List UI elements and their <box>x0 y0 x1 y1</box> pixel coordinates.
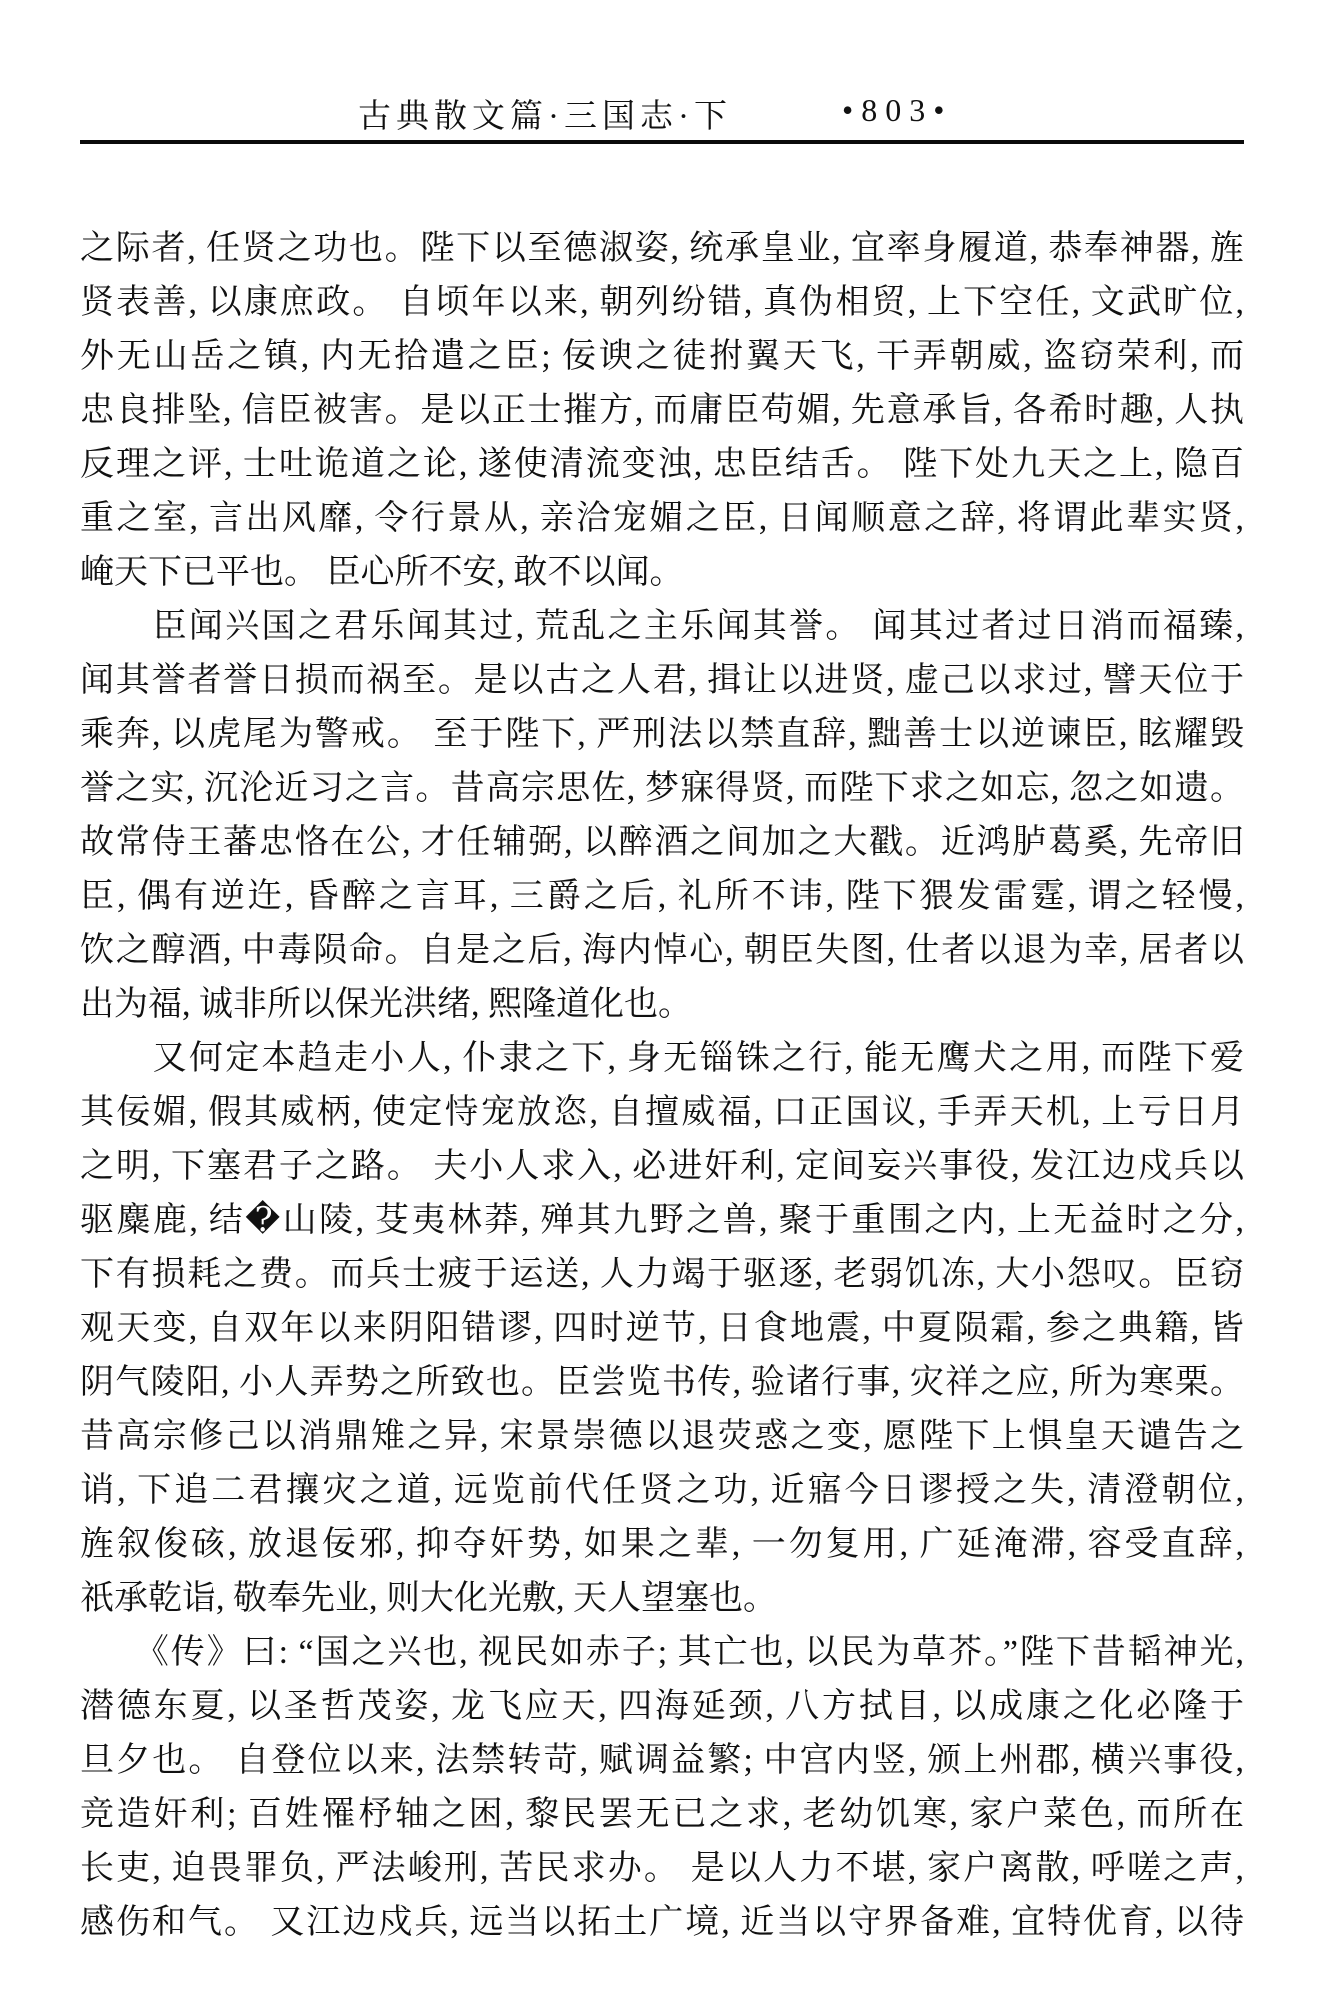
text-line: 昔高宗修己以消鼎雉之异, 宋景崇德以退荧惑之变, 愿陛下上惧皇天谴告之 <box>80 1418 1244 1455</box>
text-line: 长吏, 迫畏罪负, 严法峻刑, 苦民求办。 是以人力不堪, 家户离散, 呼嗟之声, <box>80 1850 1244 1887</box>
paragraph-3 <box>80 1032 1244 1626</box>
header-rule <box>80 140 1244 144</box>
text-line: 外无山岳之镇, 内无拾遣之臣; 佞谀之徒拊翼天飞, 干弄朝威, 盗窃荣利, 而 <box>80 338 1244 375</box>
text-line: 之际者, 任贤之功也。陛下以至德淑姿, 统承皇业, 宜率身履道, 恭奉神器, 旌 <box>80 230 1244 267</box>
text-line: 乘奔, 以虎尾为警戒。 至于陛下, 严刑法以禁直辞, 黜善士以逆谏臣, 眩耀毁 <box>80 716 1244 753</box>
text-line: 竞造奸利; 百姓罹杼轴之困, 黎民罢无已之求, 老幼饥寒, 家户菜色, 而所在 <box>80 1796 1244 1833</box>
text-line: 忠良排坠, 信臣被害。是以正士摧方, 而庸臣苟媚, 先意承旨, 各希时趣, 人执 <box>80 392 1244 429</box>
text-line: 贤表善, 以康庶政。 自顷年以来, 朝列纷错, 真伪相贸, 上下空任, 文武旷位, <box>80 284 1244 321</box>
paragraph-4 <box>80 1626 1244 1950</box>
text-line: 出为福, 诚非所以保光洪绪, 熙隆道化也。 <box>80 986 692 1023</box>
text-line: 崦天下已平也。 臣心所不安, 敢不以闻。 <box>80 554 684 591</box>
text-line: 感伤和气。 又江边戍兵, 远当以拓土广境, 近当以守界备难, 宜特优育, 以待 <box>80 1904 1244 1941</box>
text-line: 祇承乾诣, 敬奉先业, 则大化光敷, 天人望塞也。 <box>80 1580 777 1617</box>
text-line: 诮, 下追二君攘灾之道, 远览前代任贤之功, 近寤今日谬授之失, 清澄朝位, <box>80 1472 1244 1509</box>
paragraph-2 <box>80 600 1244 1032</box>
text-line: 故常侍王蕃忠恪在公, 才任辅弼, 以醉酒之间加之大戳。近鸿胪葛奚, 先帝旧 <box>80 824 1244 861</box>
text-line: 旦夕也。 自登位以来, 法禁转苛, 赋调益繁; 中宫内竖, 颁上州郡, 横兴事役, <box>80 1742 1244 1779</box>
text-line: 潜德东夏, 以圣哲茂姿, 龙飞应天, 四海延颈, 八方拭目, 以成康之化必隆于 <box>80 1688 1244 1725</box>
text-line: 闻其誉者誉日损而祸至。是以古之人君, 揖让以进贤, 虚己以求过, 譬天位于 <box>80 662 1244 699</box>
text-line: 反理之评, 士吐诡道之论, 遂使清流变浊, 忠臣结舌。 陛下处九天之上, 隐百 <box>80 446 1244 483</box>
text-line: 其佞媚, 假其威柄, 使定恃宠放恣, 自擅威福, 口正国议, 手弄天机, 上亏日月 <box>80 1094 1244 1131</box>
page-header <box>80 90 1244 140</box>
text-line: 之明, 下塞君子之路。 夫小人求入, 必进奸利, 定间妄兴事役, 发江边戍兵以 <box>80 1148 1244 1185</box>
text-line: 观天变, 自双年以来阴阳错谬, 四时逆节, 日食地震, 中夏陨霜, 参之典籍, 皆 <box>80 1310 1244 1347</box>
text-line: 臣, 偶有逆迕, 昏醉之言耳, 三爵之后, 礼所不讳, 陛下猥发雷霆, 谓之轻慢, <box>80 878 1244 915</box>
text-line: 下有损耗之费。而兵士疲于运送, 人力竭于驱逐, 老弱饥冻, 大小怨叹。臣窃 <box>80 1256 1244 1293</box>
text-line: 又何定本趋走小人, 仆隶之下, 身无锱铢之行, 能无鹰犬之用, 而陛下爱 <box>80 1040 1244 1077</box>
text-line: 重之室, 言出风靡, 令行景从, 亲洽宠媚之臣, 日闻顺意之辞, 将谓此辈实贤, <box>80 500 1244 537</box>
text-line: 《传》曰: “国之兴也, 视民如赤子; 其亡也, 以民为草芥。”陛下昔韬神光, <box>80 1634 1244 1671</box>
running-title: 古典散文篇·三国志·下 <box>358 99 732 135</box>
page-number: •803• <box>842 92 953 128</box>
text-line: 饮之醇酒, 中毒陨命。自是之后, 海内悼心, 朝臣失图, 仕者以退为幸, 居者以 <box>80 932 1244 969</box>
paragraph-1 <box>80 222 1244 600</box>
text-line: 旌叙俊硋, 放退佞邪, 抑夺奸势, 如果之辈, 一勿复用, 广延淹滞, 容受直辞, <box>80 1526 1244 1563</box>
text-line: 阴气陵阳, 小人弄势之所致也。臣尝览书传, 验诸行事, 灾祥之应, 所为寒栗。 <box>80 1364 1244 1401</box>
text-line: 臣闻兴国之君乐闻其过, 荒乱之主乐闻其誉。 闻其过者过日消而福臻, <box>80 608 1244 645</box>
text-line: 誉之实, 沉沦近习之言。昔高宗思佐, 梦寐得贤, 而陛下求之如忘, 忽之如遗。 <box>80 770 1244 807</box>
document-body <box>80 222 1244 1950</box>
text-line: 驱麋鹿, 结�山陵, 芟夷林莽, 殚其九野之兽, 聚于重围之内, 上无益时之分, <box>80 1202 1244 1239</box>
